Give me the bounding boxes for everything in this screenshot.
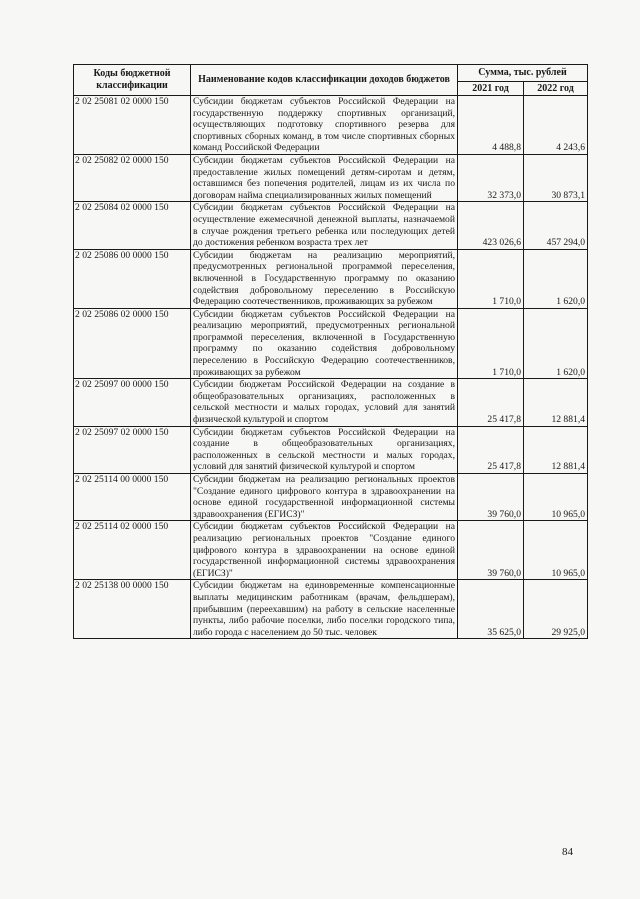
header-name: Наименование кодов классификации доходов бюджетов	[191, 65, 458, 96]
row-name: Субсидии бюджетам на реализацию региональных проектов "Создание единого цифрового контура в здравоохранении на основе единой государственной информационной системы здравоохранения (ЕГИСЗ)"	[191, 474, 458, 521]
row-name: Субсидии бюджетам субъектов Российской Федерации на осуществление ежемесячной денежной выплаты, назначаемой в случае рождения третьего ребенка или последующих детей до достижения ребенком возраста трех лет	[191, 202, 458, 249]
row-name: Субсидии бюджетам субъектов Российской Федерации на государственную поддержку спортивных организаций, осуществляющих подготовку спортивного резерва для спортивных сборных команд, в том числе спортивных сборных команд Российской Федерации	[191, 96, 458, 155]
row-sum-2022: 12 881,4	[524, 426, 588, 473]
row-name: Субсидии бюджетам субъектов Российской Федерации на реализацию региональных проектов "Создание единого цифрового контура в здравоохранении на основе единой государственной информационной системы здравоохранения (ЕГИСЗ)"	[191, 521, 458, 580]
row-sum-2021: 39 760,0	[458, 521, 524, 580]
row-code: 2 02 25082 02 0000 150	[74, 154, 191, 201]
header-year-2021: 2021 год	[458, 82, 524, 96]
table-body	[74, 96, 588, 639]
row-sum-2022: 1 620,0	[524, 249, 588, 308]
row-sum-2021: 1 710,0	[458, 249, 524, 308]
row-code: 2 02 25114 00 0000 150	[74, 474, 191, 521]
table-row	[74, 474, 588, 521]
table-row	[74, 426, 588, 473]
row-code: 2 02 25086 02 0000 150	[74, 308, 191, 379]
row-sum-2022: 4 243,6	[524, 96, 588, 155]
row-sum-2022: 29 925,0	[524, 580, 588, 639]
budget-revenue-table	[73, 64, 588, 639]
table-row	[74, 96, 588, 155]
table-row	[74, 308, 588, 379]
row-sum-2021: 35 625,0	[458, 580, 524, 639]
row-sum-2022: 12 881,4	[524, 379, 588, 426]
table-row	[74, 521, 588, 580]
row-name: Субсидии бюджетам субъектов Российской Федерации на реализацию мероприятий, предусмотренных региональной программой переселения, включенной в Государственную программу по оказанию содействия добровольному переселению в Российскую Федерацию соотечественников, проживающих за рубежом	[191, 308, 458, 379]
row-code: 2 02 25081 02 0000 150	[74, 96, 191, 155]
row-name: Субсидии бюджетам на единовременные компенсационные выплаты медицинским работникам (врачам, фельдшерам), прибывшим (переехавшим) на работу в сельские населенные пункты, либо рабочие поселки, либо поселки городского типа, либо города с населением до 50 тыс. человек	[191, 580, 458, 639]
table-row	[74, 580, 588, 639]
row-sum-2021: 25 417,8	[458, 426, 524, 473]
row-sum-2021: 39 760,0	[458, 474, 524, 521]
row-sum-2021: 25 417,8	[458, 379, 524, 426]
row-sum-2021: 1 710,0	[458, 308, 524, 379]
row-sum-2022: 457 294,0	[524, 202, 588, 249]
row-code: 2 02 25138 00 0000 150	[74, 580, 191, 639]
row-code: 2 02 25097 00 0000 150	[74, 379, 191, 426]
row-sum-2022: 30 873,1	[524, 154, 588, 201]
row-name: Субсидии бюджетам на реализацию мероприятий, предусмотренных региональной программой переселения, включенной в Государственную программу по оказанию содействия добровольному переселению в Российскую Федерацию соотечественников, проживающих за рубежом	[191, 249, 458, 308]
row-sum-2021: 4 488,8	[458, 96, 524, 155]
row-sum-2022: 10 965,0	[524, 474, 588, 521]
row-name: Субсидии бюджетам субъектов Российской Федерации на предоставление жилых помещений детям-сиротам и детям, оставшимся без попечения родителей, лицам из их числа по договорам найма специализированных жилых помещений	[191, 154, 458, 201]
table-row	[74, 379, 588, 426]
row-code: 2 02 25084 02 0000 150	[74, 202, 191, 249]
row-sum-2022: 10 965,0	[524, 521, 588, 580]
row-name: Субсидии бюджетам субъектов Российской Федерации на создание в общеобразовательных организациях, расположенных в сельской местности и малых городах, условий для занятий физической культурой и спортом	[191, 426, 458, 473]
table-row	[74, 154, 588, 201]
header-sum: Сумма, тыс. рублей	[458, 65, 588, 82]
row-code: 2 02 25086 00 0000 150	[74, 249, 191, 308]
row-code: 2 02 25097 02 0000 150	[74, 426, 191, 473]
row-sum-2022: 1 620,0	[524, 308, 588, 379]
table-row	[74, 249, 588, 308]
row-sum-2021: 32 373,0	[458, 154, 524, 201]
table-row	[74, 202, 588, 249]
page-number: 84	[562, 846, 573, 858]
row-code: 2 02 25114 02 0000 150	[74, 521, 191, 580]
row-sum-2021: 423 026,6	[458, 202, 524, 249]
header-codes: Коды бюджетной классификации	[74, 65, 191, 96]
row-name: Субсидии бюджетам Российской Федерации на создание в общеобразовательных организациях, расположенных в сельской местности и малых городах, условий для занятий физической культурой и спортом	[191, 379, 458, 426]
header-year-2022: 2022 год	[524, 82, 588, 96]
